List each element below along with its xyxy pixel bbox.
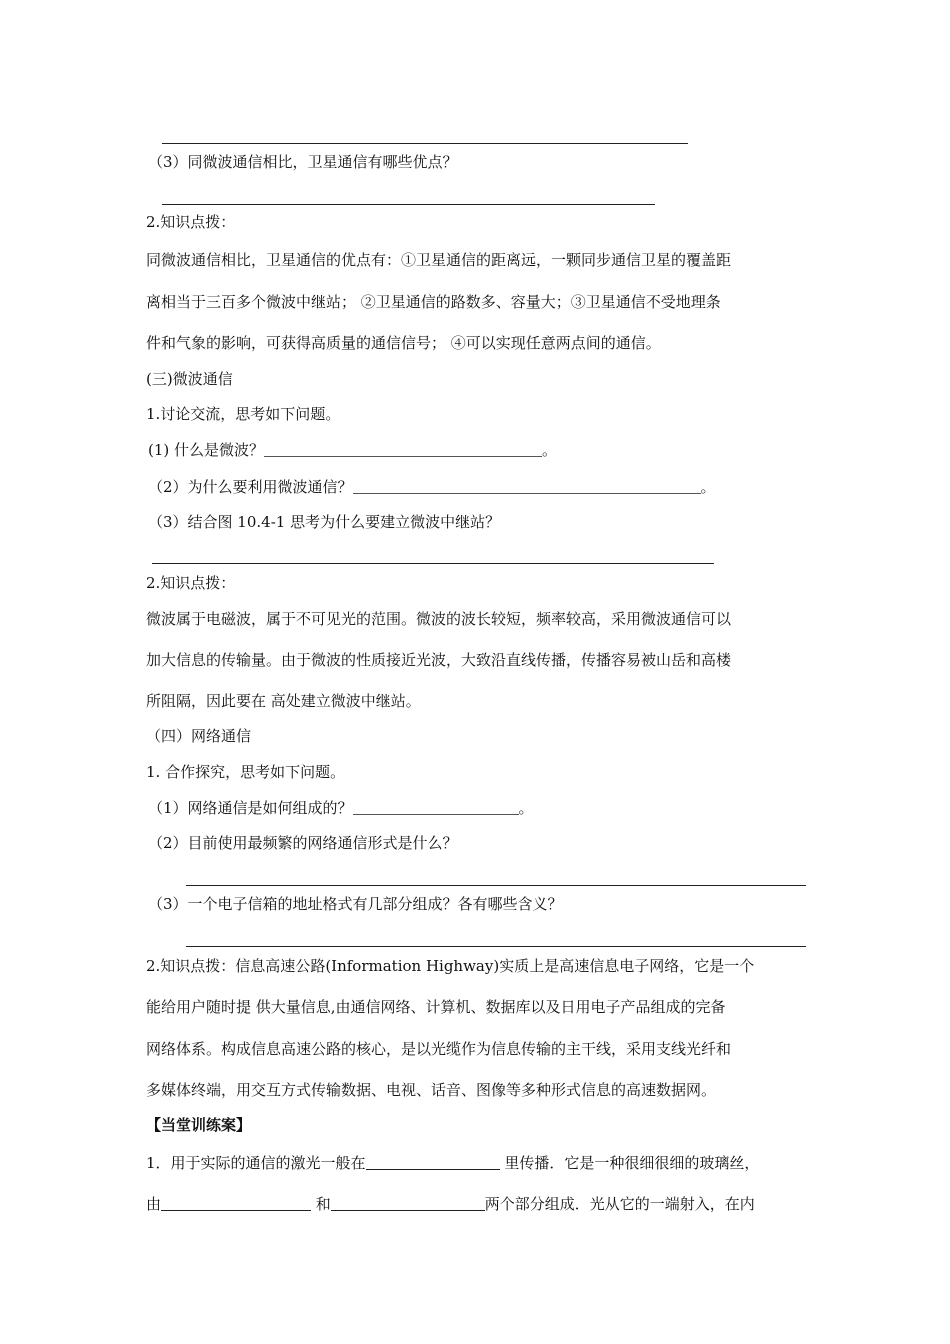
answer-line [186, 885, 806, 886]
question-relay-station: （3）结合图 10.4-1 思考为什么要建立微波中继站？ [148, 513, 501, 531]
tip-label: 2.知识点拨： [146, 213, 236, 231]
question-end: 。 [700, 478, 716, 496]
section-title-microwave: (三)微波通信 [146, 370, 233, 388]
question-network-composition [148, 798, 534, 818]
practice-title: 【当堂训练案】 [146, 1116, 252, 1134]
tip-text-line: 加大信息的传输量。由于微波的性质接近光波，大致沿直线传播，传播容易被山岳和高楼 [146, 651, 732, 669]
section-title-network: （四）网络通信 [146, 727, 252, 745]
question-what-is-microwave [148, 440, 557, 460]
answer-line [186, 946, 806, 947]
answer-line [152, 563, 714, 564]
exercise-text: 1．用于实际的通信的激光一般在 [146, 1154, 366, 1172]
exercise-text: 两个部分组成．光从它的一端射入，在内 [484, 1195, 755, 1213]
tip-label: 2.知识点拨： [146, 574, 236, 592]
exercise-1-line-2 [146, 1194, 755, 1214]
tip-text-line: 离相当于三百多个微波中继站； ②卫星通信的路数多、容量大；③卫星通信不受地理条 [146, 293, 721, 311]
answer-line [162, 204, 655, 205]
tip-text-line: 多媒体终端，用交互方式传输数据、电视、话音、图像等多种形式信息的高速数据网。 [146, 1081, 717, 1099]
question-text: (1) 什么是微波？ [148, 441, 265, 459]
exercise-text: 由 [146, 1195, 162, 1213]
question-text: （2）为什么要利用微波通信？ [148, 478, 353, 496]
exercise-text: 和 [311, 1195, 331, 1213]
question-text: （1）网络通信是如何组成的？ [148, 799, 353, 817]
tip-text-line: 2.知识点拨：信息高速公路(Information Highway)实质上是高速信息电子网络，它是一个 [146, 957, 755, 975]
answer-blank [161, 1194, 311, 1211]
question-end: 。 [542, 441, 558, 459]
discussion-prompt: 1.讨论交流，思考如下问题。 [146, 405, 341, 423]
question-network-form: （2）目前使用最频繁的网络通信形式是什么？ [148, 834, 458, 852]
cooperation-prompt: 1. 合作探究，思考如下问题。 [146, 763, 346, 781]
tip-text-line: 网络体系。构成信息高速公路的核心，是以光缆作为信息传输的主干线，采用支线光纤和 [146, 1040, 732, 1058]
tip-text-line: 件和气象的影响，可获得高质量的通信信号； ④可以实现任意两点间的通信。 [146, 334, 661, 352]
question-email-format: （3）一个电子信箱的地址格式有几部分组成？各有哪些含义？ [148, 895, 563, 913]
tip-text-line: 同微波通信相比，卫星通信的优点有：①卫星通信的距离远，一颗同步通信卫星的覆盖距 [146, 251, 732, 269]
answer-blank [264, 440, 542, 457]
tip-text-line: 能给用户随时提 供大量信息,由通信网络、计算机、数据库以及日用电子产品组成的完备 [146, 998, 726, 1016]
answer-blank [366, 1153, 500, 1170]
question-why-microwave [148, 477, 716, 497]
tip-text-line: 微波属于电磁波，属于不可见光的范围。微波的波长较短，频率较高，采用微波通信可以 [146, 610, 732, 628]
exercise-1-line-1 [146, 1153, 759, 1173]
answer-blank [331, 1194, 485, 1211]
answer-blank [353, 477, 701, 494]
tip-text-line: 所阻隔，因此要在 高处建立微波中继站。 [146, 692, 421, 710]
question-end: 。 [518, 799, 534, 817]
answer-blank [353, 798, 519, 815]
answer-line [162, 143, 688, 144]
question-satellite-advantages: （3）同微波通信相比，卫星通信有哪些优点？ [148, 153, 458, 171]
exercise-text: 里传播．它是一种很细很细的玻璃丝， [499, 1154, 760, 1172]
